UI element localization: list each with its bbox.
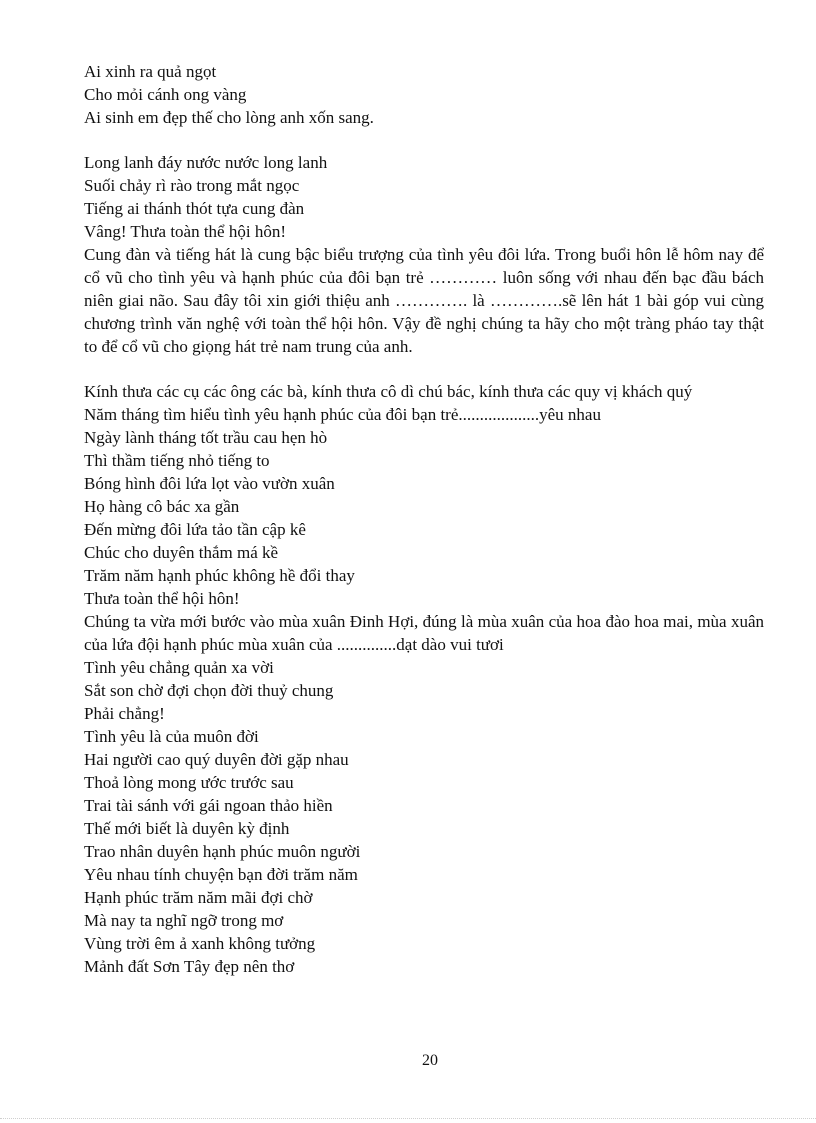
- body-text: [84, 60, 764, 978]
- verse-line: Yêu nhau tính chuyện bạn đời trăm năm: [84, 865, 358, 884]
- verse-line: Vâng! Thưa toàn thể hội hôn!: [84, 222, 286, 241]
- verse-line: Tiếng ai thánh thót tựa cung đàn: [84, 199, 305, 218]
- stanza-gap: [84, 358, 764, 380]
- verse-line: Tình yêu là của muôn đời: [84, 727, 259, 746]
- verse-line: Bóng hình đôi lứa lọt vào vườn xuân: [84, 474, 335, 493]
- verse-line: Ai xinh ra quả ngọt: [84, 62, 217, 81]
- verse-line: Thì thầm tiếng nhỏ tiếng to: [84, 451, 270, 470]
- verse-line: Hạnh phúc trăm năm mãi đợi chờ: [84, 888, 313, 907]
- page-number: 20: [422, 1052, 438, 1069]
- verse-line: Chúc cho duyên thắm má kề: [84, 543, 279, 562]
- verse-line: Năm tháng tìm hiểu tình yêu hạnh phúc của đôi bạn trẻ...................yêu nhau: [84, 405, 601, 424]
- verse-line: Suối chảy rì rào trong mắt ngọc: [84, 176, 300, 195]
- verse-line: Đến mừng đôi lứa tảo tần cập kê: [84, 520, 306, 539]
- verse-line: Phải chẳng!: [84, 704, 165, 723]
- verse-line: Mảnh đất Sơn Tây đẹp nên thơ: [84, 957, 295, 976]
- verse-line: Ai sinh em đẹp thế cho lòng anh xốn sang.: [84, 108, 374, 127]
- verse-line: Thế mới biết là duyên kỳ định: [84, 819, 290, 838]
- verse-line: Thưa toàn thể hội hôn!: [84, 589, 240, 608]
- verse-line: Họ hàng cô bác xa gần: [84, 497, 240, 516]
- spring-paragraph: Chúng ta vừa mới bước vào mùa xuân Đinh Hợi, đúng là mùa xuân của hoa đào hoa mai, mùa xuân của lứa đội hạnh phúc mùa xuân của ..............dạt dào vui tươi: [84, 612, 764, 654]
- verse-line: Hai người cao quý duyên đời gặp nhau: [84, 750, 349, 769]
- verse-line: Trăm năm hạnh phúc không hề đổi thay: [84, 566, 355, 585]
- verse-line: Sắt son chờ đợi chọn đời thuỷ chung: [84, 681, 334, 700]
- verse-line: Mà nay ta nghĩ ngỡ trong mơ: [84, 911, 284, 930]
- stanza-gap: [84, 129, 764, 151]
- verse-line: Cho mỏi cánh ong vàng: [84, 85, 247, 104]
- page-bottom-divider: [0, 1118, 816, 1119]
- verse-line: Trao nhân duyên hạnh phúc muôn người: [84, 842, 361, 861]
- verse-line: Trai tài sánh với gái ngoan thảo hiền: [84, 796, 333, 815]
- verse-line: Thoả lòng mong ước trước sau: [84, 773, 294, 792]
- verse-line: Long lanh đáy nước nước long lanh: [84, 153, 328, 172]
- verse-line: Ngày lành tháng tốt trầu cau hẹn hò: [84, 428, 328, 447]
- verse-line: Tình yêu chẳng quản xa vời: [84, 658, 274, 677]
- intro-paragraph: Cung đàn và tiếng hát là cung bậc biểu trượng của tình yêu đôi lứa. Trong buổi hôn lễ hôm nay để cổ vũ cho tình yêu và hạnh phúc của đôi bạn trẻ ………… luôn sống với nhau đến bạc đầu bách niên giai não. Sau đây tôi xin giới thiệu anh …………. là ………….sẽ lên hát 1 bài góp vui cùng chương trình văn nghệ với toàn thể hội hôn. Vậy đề nghị chúng ta hãy cho một tràng pháo tay thật to để cổ vũ cho giọng hát trẻ nam trung của anh.: [84, 245, 764, 356]
- greeting-line: Kính thưa các cụ các ông các bà, kính thưa cô dì chú bác, kính thưa các quy vị khách quý: [84, 382, 693, 401]
- verse-line: Vùng trời êm ả xanh không tưởng: [84, 934, 316, 953]
